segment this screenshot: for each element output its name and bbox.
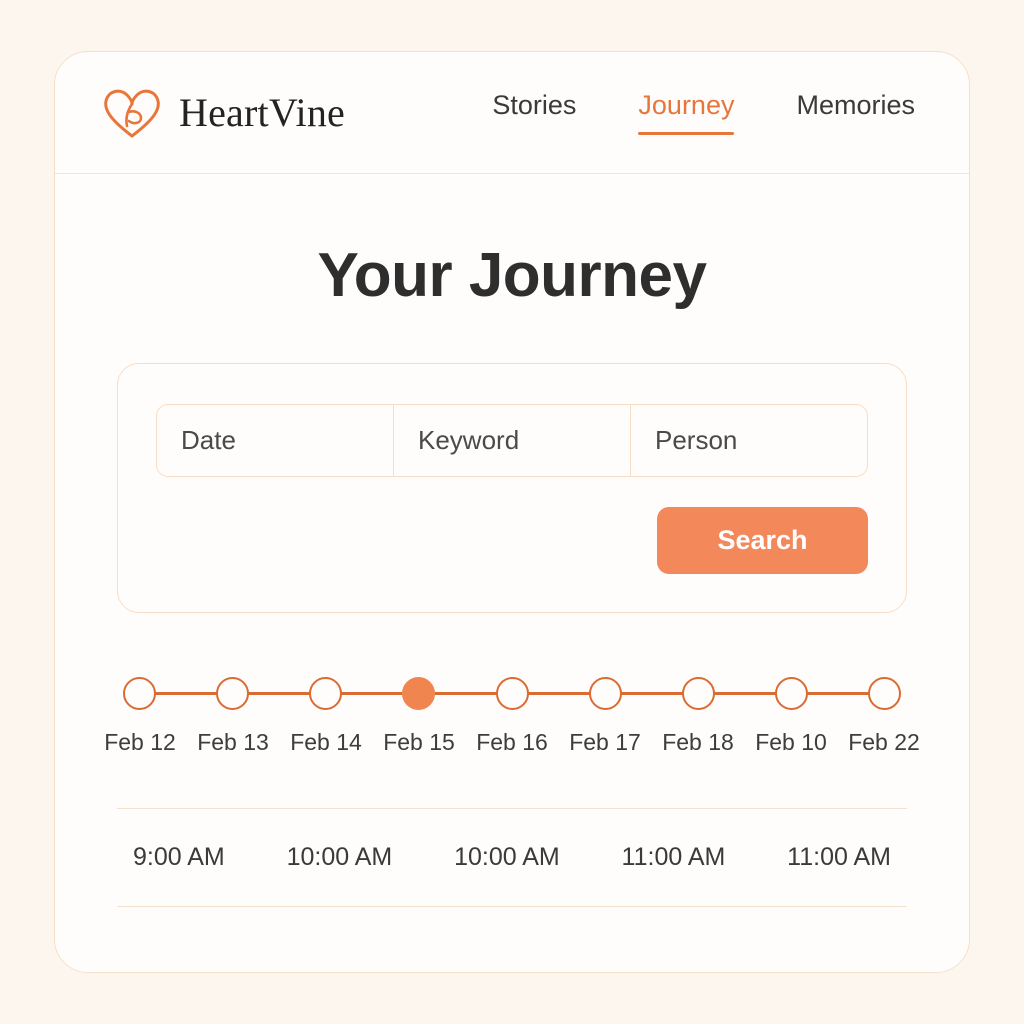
page-title: Your Journey	[317, 241, 707, 310]
filter-row	[156, 404, 868, 477]
time-entry: 11:00 AM	[787, 843, 891, 871]
timeline-label: Feb 17	[569, 729, 641, 755]
timeline-label: Feb 22	[848, 729, 920, 755]
timeline-node[interactable]	[589, 677, 622, 710]
main-content	[55, 240, 969, 907]
time-entry: 9:00 AM	[133, 843, 225, 871]
timeline-node[interactable]	[216, 677, 249, 710]
keyword-input[interactable]	[394, 405, 631, 476]
date-input[interactable]	[157, 405, 394, 476]
timeline-label: Feb 13	[197, 729, 269, 755]
time-entry: 10:00 AM	[454, 843, 560, 871]
time-entry: 10:00 AM	[286, 843, 393, 871]
nav-item-journey[interactable]: Journey	[638, 90, 734, 135]
brand-name: HeartVine	[179, 90, 345, 135]
timeline	[104, 675, 920, 756]
search-row	[156, 507, 868, 574]
brand[interactable]	[101, 86, 345, 140]
timeline-label: Feb 12	[104, 729, 176, 755]
timeline-track	[123, 675, 901, 711]
time-entry: 11:00 AM	[621, 843, 726, 871]
main-nav	[492, 90, 925, 135]
timeline-label: Feb 14	[290, 729, 362, 755]
app-card	[54, 51, 970, 973]
timeline-node[interactable]	[775, 677, 808, 710]
person-input[interactable]	[631, 405, 867, 476]
nav-item-stories[interactable]: Stories	[492, 90, 577, 120]
nav-item-memories[interactable]: Memories	[796, 90, 915, 120]
search-button[interactable]: Search	[657, 507, 868, 574]
timeline-node-active[interactable]	[402, 677, 435, 710]
timeline-nodes	[123, 675, 901, 711]
times-strip	[117, 808, 907, 907]
timeline-label: Feb 15	[383, 729, 455, 755]
timeline-label: Feb 16	[476, 729, 548, 755]
timeline-node[interactable]	[496, 677, 529, 710]
timeline-labels	[104, 729, 920, 756]
search-panel	[117, 363, 907, 613]
timeline-node[interactable]	[309, 677, 342, 710]
heart-leaf-icon	[101, 86, 163, 140]
timeline-label: Feb 18	[662, 729, 734, 755]
timeline-node[interactable]	[123, 677, 156, 710]
timeline-node[interactable]	[682, 677, 715, 710]
timeline-label: Feb 10	[755, 729, 827, 755]
timeline-node[interactable]	[868, 677, 901, 710]
app-header	[55, 52, 969, 174]
